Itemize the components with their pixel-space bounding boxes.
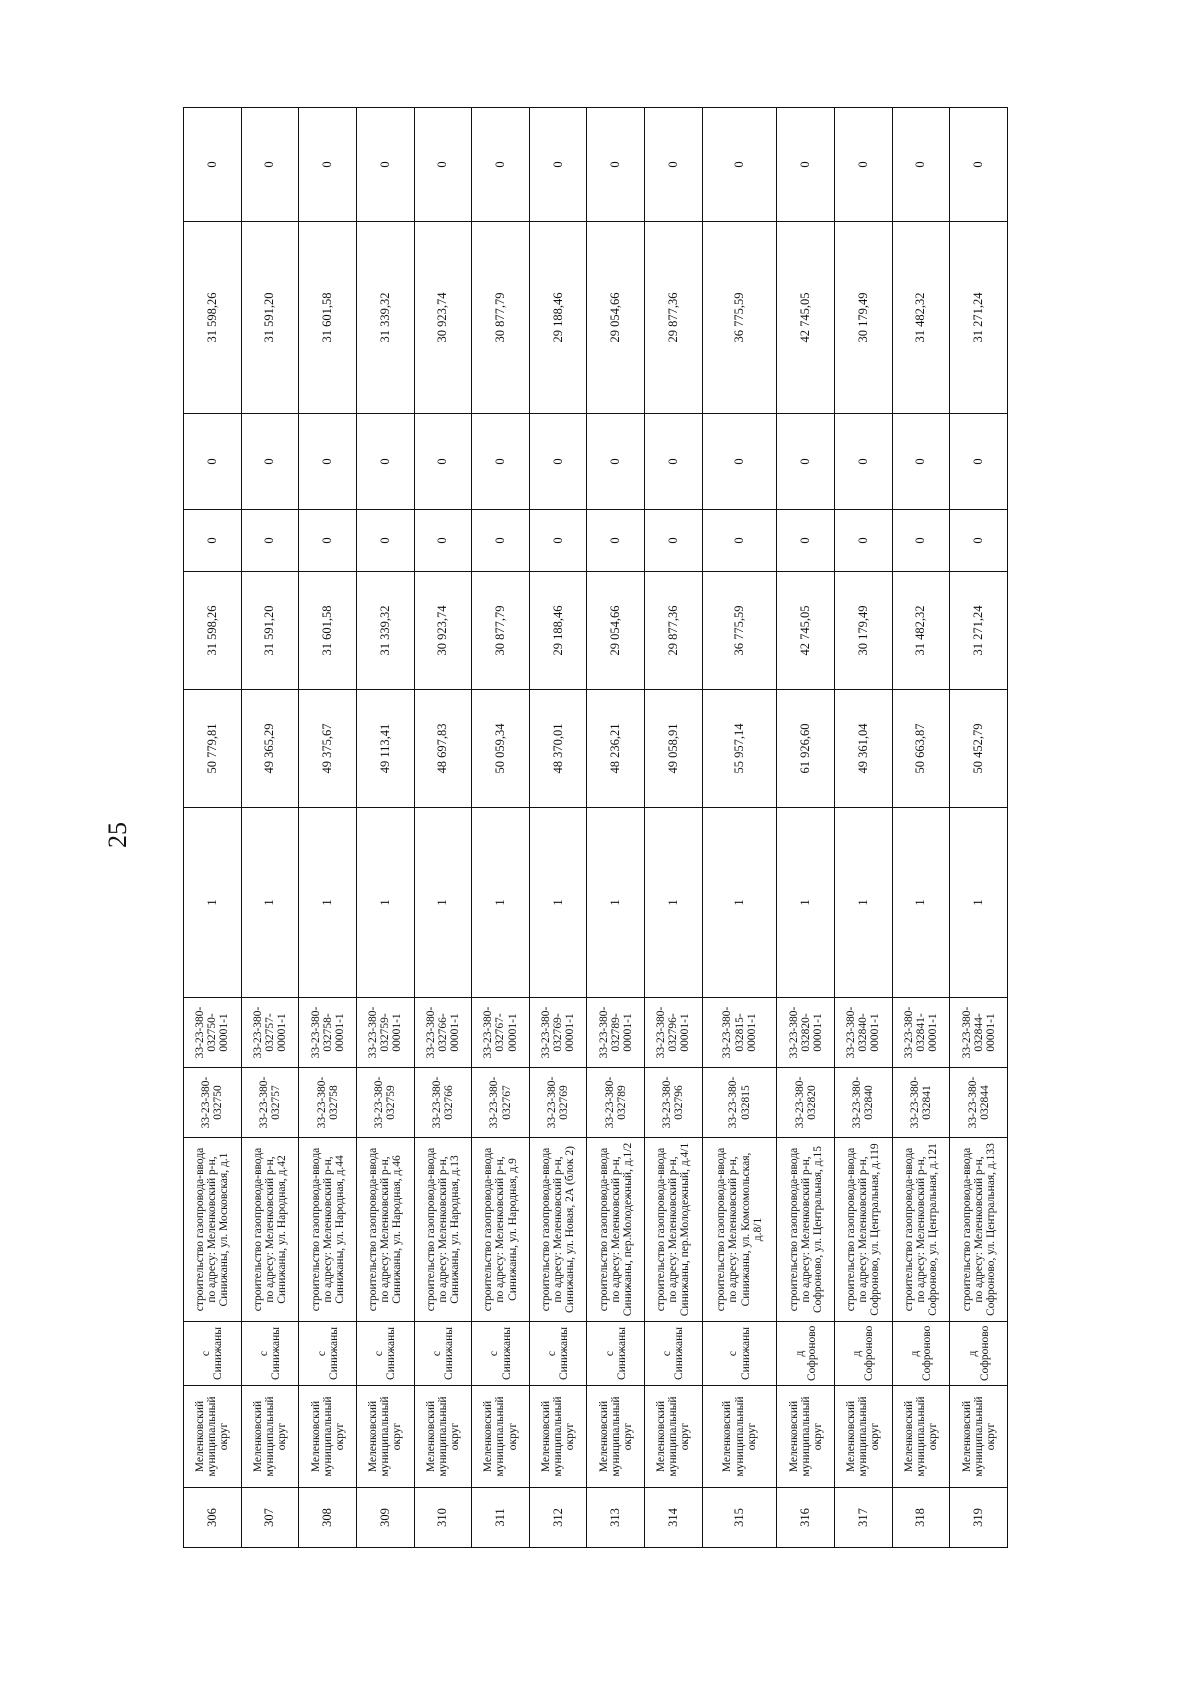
object-code-cell: 33-23-380-032820 [777, 1068, 835, 1138]
amount-repeat-cell: 31 591,20 [241, 222, 299, 414]
object-code-cell: 33-23-380-032840 [834, 1068, 892, 1138]
quantity-cell: 1 [472, 808, 530, 998]
total-cost-cell: 49 058,91 [645, 690, 703, 808]
settlement-cell: с Синижаны [356, 1322, 414, 1386]
zero-cell: 0 [472, 510, 530, 572]
zero-cell: 0 [356, 414, 414, 510]
object-full-code-cell: 33-23-380-032815-00001-1 [702, 998, 777, 1068]
quantity-cell: 1 [529, 808, 587, 998]
district-cell: Меленковский муниципальный округ [645, 1386, 703, 1488]
quantity-cell: 1 [299, 808, 357, 998]
total-cost-cell: 61 926,60 [777, 690, 835, 808]
object-code-cell: 33-23-380-032841 [892, 1068, 950, 1138]
zero-cell: 0 [472, 414, 530, 510]
settlement-cell: с Синижаны [414, 1322, 472, 1386]
zero-cell: 0 [950, 510, 1008, 572]
amount-cell: 30 923,74 [414, 572, 472, 690]
table-row [529, 108, 587, 1548]
district-cell: Меленковский муниципальный округ [702, 1386, 777, 1488]
zero-cell: 0 [702, 108, 777, 222]
amount-cell: 29 188,46 [529, 572, 587, 690]
amount-cell: 36 775,59 [702, 572, 777, 690]
object-full-code-cell: 33-23-380-032767-00001-1 [472, 998, 530, 1068]
work-description-cell: строительство газопровода-ввода по адресу: Меленковский р-н, Синижаны, ул. Народная, д.9 [472, 1138, 530, 1322]
table-row [472, 108, 530, 1548]
total-cost-cell: 49 365,29 [241, 690, 299, 808]
object-code-cell: 33-23-380-032767 [472, 1068, 530, 1138]
district-cell: Меленковский муниципальный округ [241, 1386, 299, 1488]
district-cell: Меленковский муниципальный округ [472, 1386, 530, 1488]
work-description-cell: строительство газопровода-ввода по адресу: Меленковский р-н, Синижаны, ул. Народная, д.42 [241, 1138, 299, 1322]
quantity-cell: 1 [184, 808, 242, 998]
quantity-cell: 1 [241, 808, 299, 998]
settlement-cell: с Синижаны [184, 1322, 242, 1386]
row-number: 315 [702, 1488, 777, 1548]
table-row [241, 108, 299, 1548]
settlement-cell: с Синижаны [587, 1322, 645, 1386]
zero-cell: 0 [645, 510, 703, 572]
work-description-cell: строительство газопровода-ввода по адресу: Меленковский р-н, Софроново, ул. Центральная, д.133 [950, 1138, 1008, 1322]
total-cost-cell: 50 452,79 [950, 690, 1008, 808]
work-description-cell: строительство газопровода-ввода по адресу: Меленковский р-н, Синижаны, ул. Новая, 2А (блок 2) [529, 1138, 587, 1322]
table-row [587, 108, 645, 1548]
total-cost-cell: 48 236,21 [587, 690, 645, 808]
object-code-cell: 33-23-380-032815 [702, 1068, 777, 1138]
object-full-code-cell: 33-23-380-032759-00001-1 [356, 998, 414, 1068]
object-code-cell: 33-23-380-032769 [529, 1068, 587, 1138]
zero-cell: 0 [241, 510, 299, 572]
zero-cell: 0 [950, 414, 1008, 510]
total-cost-cell: 49 361,04 [834, 690, 892, 808]
settlement-cell: с Синижаны [529, 1322, 587, 1386]
table-row [834, 108, 892, 1548]
settlement-cell: д Софроново [834, 1322, 892, 1386]
zero-cell: 0 [356, 108, 414, 222]
object-full-code-cell: 33-23-380-032766-00001-1 [414, 998, 472, 1068]
zero-cell: 0 [834, 414, 892, 510]
settlement-cell: с Синижаны [472, 1322, 530, 1386]
row-number: 319 [950, 1488, 1008, 1548]
amount-cell: 29 054,66 [587, 572, 645, 690]
quantity-cell: 1 [645, 808, 703, 998]
zero-cell: 0 [587, 510, 645, 572]
settlement-cell: д Софроново [777, 1322, 835, 1386]
amount-cell: 31 601,58 [299, 572, 357, 690]
total-cost-cell: 50 059,34 [472, 690, 530, 808]
zero-cell: 0 [299, 108, 357, 222]
row-number: 311 [472, 1488, 530, 1548]
total-cost-cell: 48 697,83 [414, 690, 472, 808]
work-description-cell: строительство газопровода-ввода по адресу: Меленковский р-н, Синижаны, ул. Народная, д.44 [299, 1138, 357, 1322]
zero-cell: 0 [299, 510, 357, 572]
zero-cell: 0 [529, 510, 587, 572]
zero-cell: 0 [529, 108, 587, 222]
quantity-cell: 1 [834, 808, 892, 998]
row-number: 316 [777, 1488, 835, 1548]
zero-cell: 0 [777, 108, 835, 222]
zero-cell: 0 [892, 510, 950, 572]
object-code-cell: 33-23-380-032766 [414, 1068, 472, 1138]
amount-repeat-cell: 31 601,58 [299, 222, 357, 414]
zero-cell: 0 [241, 108, 299, 222]
work-description-cell: строительство газопровода-ввода по адресу: Меленковский р-н, Софроново, ул. Центральная, д.15 [777, 1138, 835, 1322]
row-number: 318 [892, 1488, 950, 1548]
zero-cell: 0 [299, 414, 357, 510]
work-description-cell: строительство газопровода-ввода по адресу: Меленковский р-н, Синижаны, ул. Комсомольская, д.8/1 [702, 1138, 777, 1322]
zero-cell: 0 [834, 510, 892, 572]
district-cell: Меленковский муниципальный округ [834, 1386, 892, 1488]
zero-cell: 0 [184, 414, 242, 510]
district-cell: Меленковский муниципальный округ [184, 1386, 242, 1488]
total-cost-cell: 48 370,01 [529, 690, 587, 808]
quantity-cell: 1 [777, 808, 835, 998]
quantity-cell: 1 [587, 808, 645, 998]
row-number: 308 [299, 1488, 357, 1548]
object-code-cell: 33-23-380-032759 [356, 1068, 414, 1138]
district-cell: Меленковский муниципальный округ [414, 1386, 472, 1488]
settlement-cell: д Софроново [950, 1322, 1008, 1386]
zero-cell: 0 [414, 414, 472, 510]
object-full-code-cell: 33-23-380-032769-00001-1 [529, 998, 587, 1068]
quantity-cell: 1 [356, 808, 414, 998]
row-number: 313 [587, 1488, 645, 1548]
total-cost-cell: 49 375,67 [299, 690, 357, 808]
zero-cell: 0 [645, 108, 703, 222]
zero-cell: 0 [184, 510, 242, 572]
object-full-code-cell: 33-23-380-032789-00001-1 [587, 998, 645, 1068]
amount-repeat-cell: 30 179,49 [834, 222, 892, 414]
settlement-cell: с Синижаны [645, 1322, 703, 1386]
zero-cell: 0 [184, 108, 242, 222]
object-code-cell: 33-23-380-032750 [184, 1068, 242, 1138]
quantity-cell: 1 [892, 808, 950, 998]
amount-repeat-cell: 30 877,79 [472, 222, 530, 414]
zero-cell: 0 [950, 108, 1008, 222]
zero-cell: 0 [892, 414, 950, 510]
object-full-code-cell: 33-23-380-032796-00001-1 [645, 998, 703, 1068]
zero-cell: 0 [834, 108, 892, 222]
table-row [184, 108, 242, 1548]
row-number: 312 [529, 1488, 587, 1548]
rotated-table-frame [183, 108, 1008, 1548]
district-cell: Меленковский муниципальный округ [950, 1386, 1008, 1488]
object-full-code-cell: 33-23-380-032840-00001-1 [834, 998, 892, 1068]
amount-repeat-cell: 29 054,66 [587, 222, 645, 414]
zero-cell: 0 [645, 414, 703, 510]
row-number: 309 [356, 1488, 414, 1548]
table-row [892, 108, 950, 1548]
total-cost-cell: 55 957,14 [702, 690, 777, 808]
amount-repeat-cell: 30 923,74 [414, 222, 472, 414]
object-code-cell: 33-23-380-032757 [241, 1068, 299, 1138]
amount-cell: 31 271,24 [950, 572, 1008, 690]
object-full-code-cell: 33-23-380-032820-00001-1 [777, 998, 835, 1068]
work-description-cell: строительство газопровода-ввода по адресу: Меленковский р-н, Синижаны, ул. Московская, д.1 [184, 1138, 242, 1322]
amount-cell: 31 339,32 [356, 572, 414, 690]
object-code-cell: 33-23-380-032796 [645, 1068, 703, 1138]
zero-cell: 0 [241, 414, 299, 510]
amount-repeat-cell: 42 745,05 [777, 222, 835, 414]
zero-cell: 0 [702, 510, 777, 572]
quantity-cell: 1 [950, 808, 1008, 998]
work-description-cell: строительство газопровода-ввода по адресу: Меленковский р-н, Синижаны, пер.Молодежный, д.4/1 [645, 1138, 703, 1322]
amount-repeat-cell: 31 271,24 [950, 222, 1008, 414]
settlement-cell: с Синижаны [299, 1322, 357, 1386]
table-row [645, 108, 703, 1548]
work-description-cell: строительство газопровода-ввода по адресу: Меленковский р-н, Синижаны, пер.Молодежный, д.1/2 [587, 1138, 645, 1322]
gas-pipeline-table [183, 107, 1008, 1548]
settlement-cell: с Синижаны [702, 1322, 777, 1386]
row-number: 314 [645, 1488, 703, 1548]
object-full-code-cell: 33-23-380-032757-00001-1 [241, 998, 299, 1068]
settlement-cell: с Синижаны [241, 1322, 299, 1386]
table-row [414, 108, 472, 1548]
district-cell: Меленковский муниципальный округ [529, 1386, 587, 1488]
amount-repeat-cell: 36 775,59 [702, 222, 777, 414]
total-cost-cell: 50 663,87 [892, 690, 950, 808]
amount-cell: 42 745,05 [777, 572, 835, 690]
object-code-cell: 33-23-380-032844 [950, 1068, 1008, 1138]
amount-cell: 30 179,49 [834, 572, 892, 690]
object-full-code-cell: 33-23-380-032841-00001-1 [892, 998, 950, 1068]
amount-repeat-cell: 29 877,36 [645, 222, 703, 414]
table-row [702, 108, 777, 1548]
table-row [950, 108, 1008, 1548]
row-number: 306 [184, 1488, 242, 1548]
settlement-cell: д Софроново [892, 1322, 950, 1386]
total-cost-cell: 50 779,81 [184, 690, 242, 808]
zero-cell: 0 [777, 510, 835, 572]
amount-repeat-cell: 31 598,26 [184, 222, 242, 414]
amount-cell: 31 482,32 [892, 572, 950, 690]
object-full-code-cell: 33-23-380-032750-00001-1 [184, 998, 242, 1068]
quantity-cell: 1 [414, 808, 472, 998]
table-row [777, 108, 835, 1548]
table-body [184, 108, 1008, 1548]
table-row [299, 108, 357, 1548]
amount-repeat-cell: 31 339,32 [356, 222, 414, 414]
work-description-cell: строительство газопровода-ввода по адресу: Меленковский р-н, Софроново, ул. Центральная, д.119 [834, 1138, 892, 1322]
amount-cell: 31 591,20 [241, 572, 299, 690]
object-code-cell: 33-23-380-032758 [299, 1068, 357, 1138]
row-number: 310 [414, 1488, 472, 1548]
district-cell: Меленковский муниципальный округ [587, 1386, 645, 1488]
table-row [356, 108, 414, 1548]
zero-cell: 0 [356, 510, 414, 572]
work-description-cell: строительство газопровода-ввода по адресу: Меленковский р-н, Синижаны, ул. Народная, д.13 [414, 1138, 472, 1322]
district-cell: Меленковский муниципальный округ [299, 1386, 357, 1488]
zero-cell: 0 [587, 414, 645, 510]
zero-cell: 0 [702, 414, 777, 510]
zero-cell: 0 [414, 108, 472, 222]
amount-cell: 29 877,36 [645, 572, 703, 690]
row-number: 307 [241, 1488, 299, 1548]
work-description-cell: строительство газопровода-ввода по адресу: Меленковский р-н, Софроново, ул. Центральная, д.121 [892, 1138, 950, 1322]
amount-cell: 31 598,26 [184, 572, 242, 690]
page-number: 25 [103, 822, 132, 848]
amount-cell: 30 877,79 [472, 572, 530, 690]
district-cell: Меленковский муниципальный округ [777, 1386, 835, 1488]
row-number: 317 [834, 1488, 892, 1548]
object-full-code-cell: 33-23-380-032758-00001-1 [299, 998, 357, 1068]
district-cell: Меленковский муниципальный округ [892, 1386, 950, 1488]
amount-repeat-cell: 29 188,46 [529, 222, 587, 414]
zero-cell: 0 [587, 108, 645, 222]
zero-cell: 0 [414, 510, 472, 572]
zero-cell: 0 [892, 108, 950, 222]
object-full-code-cell: 33-23-380-032844-00001-1 [950, 998, 1008, 1068]
object-code-cell: 33-23-380-032789 [587, 1068, 645, 1138]
zero-cell: 0 [777, 414, 835, 510]
zero-cell: 0 [529, 414, 587, 510]
zero-cell: 0 [472, 108, 530, 222]
amount-repeat-cell: 31 482,32 [892, 222, 950, 414]
quantity-cell: 1 [702, 808, 777, 998]
total-cost-cell: 49 113,41 [356, 690, 414, 808]
work-description-cell: строительство газопровода-ввода по адресу: Меленковский р-н, Синижаны, ул. Народная, д.46 [356, 1138, 414, 1322]
district-cell: Меленковский муниципальный округ [356, 1386, 414, 1488]
